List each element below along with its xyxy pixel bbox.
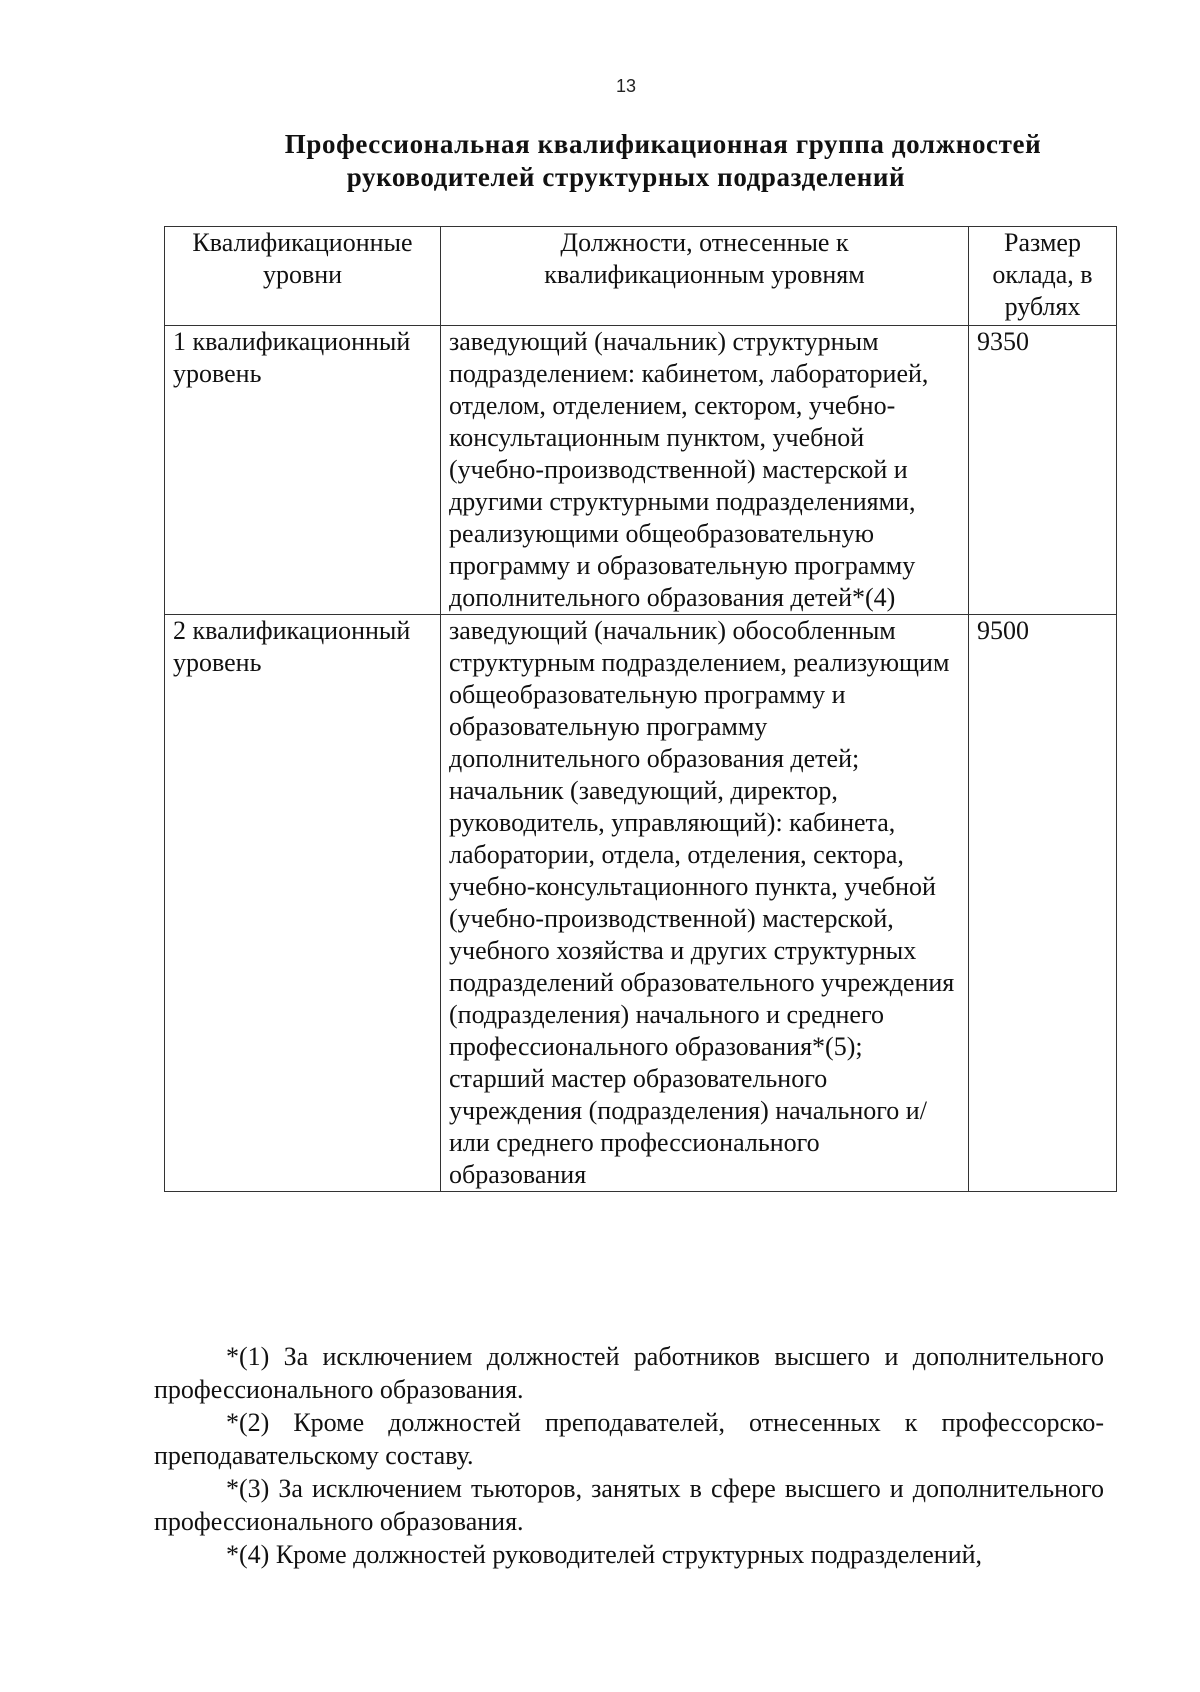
footnotes [154,1340,1104,1571]
level-cell: 1 квалификационный уровень [165,326,441,615]
title-line-2: руководителей структурных подразделений [346,162,906,192]
title-line-1: Профессиональная квалификационная группа должностей [284,129,1042,159]
header-positions: Должности, отнесенные к квалификационным уровням [441,227,969,326]
footnote: *(3) За исключением тьюторов, занятых в сфере высшего и дополнительного профессионального образования. [154,1474,1104,1536]
table-row [165,326,1117,615]
positions-cell: заведующий (начальник) структурным подразделением: кабинетом, лабораторией, отделом, отделением, сектором, учебно-консультационным пунктом, учебной (учебно-производственной) мастерской и другими структурными подразделениями, реализующими общеобразовательную программу и образовательную программу дополнительного образования детей*(4) [441,326,969,615]
positions-cell: заведующий (начальник) обособленным структурным подразделением, реализующим общеобразовательную программу и образовательную программу дополнительного образования детей; начальник (заведующий, директор, руководитель, управляющий): кабинета, лаборатории, отдела, отделения, сектора, учебно-консультационного пункта, учебной (учебно-производственной) мастерской, учебного хозяйства и других структурных подразделений образовательного учреждения (подразделения) начального и среднего профессионального образования*(5); старший мастер образовательного учреждения (подразделения) начального и/или среднего профессионального образования [441,615,969,1192]
header-salary: Размер оклада, в рублях [969,227,1117,326]
document-title [0,128,1200,194]
salary-cell: 9500 [969,615,1117,1192]
qualification-table [164,226,1117,1192]
footnote: *(1) За исключением должностей работников высшего и дополнительного профессионального образования. [154,1342,1104,1404]
salary-cell: 9350 [969,326,1117,615]
page-number: 13 [615,76,637,96]
footnote: *(2) Кроме должностей преподавателей, отнесенных к профессорско-преподавательскому составу. [154,1408,1104,1470]
level-cell: 2 квалификационный уровень [165,615,441,1192]
footnote: *(4) Кроме должностей руководителей структурных подразделений, [226,1540,983,1569]
table-row [165,615,1117,1192]
table-header-row [165,227,1117,326]
header-levels: Квалификационные уровни [165,227,441,326]
